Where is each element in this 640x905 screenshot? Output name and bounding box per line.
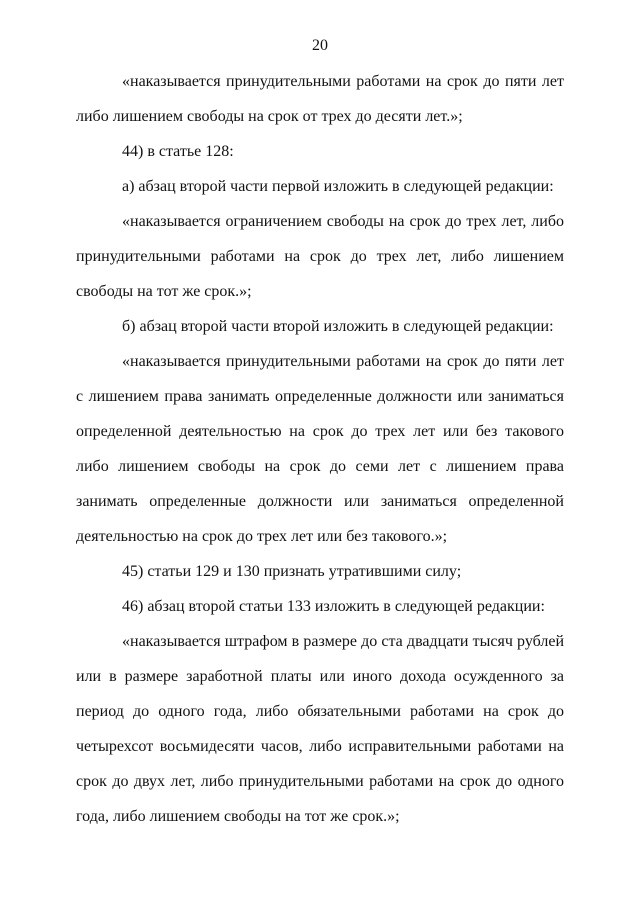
paragraph-subitem-a: а) абзац второй части первой изложить в следующей редакции:: [122, 178, 554, 195]
paragraph-article-127-sanction: «наказывается принудительными работами на срок до пяти лет либо лишением свободы на срок от трех до десяти лет.»;: [76, 73, 564, 125]
paragraph-item-45: 45) статьи 129 и 130 признать утратившими силу;: [122, 563, 462, 580]
paragraph-article-133-sanction: «наказывается штрафом в размере до ста двадцати тысяч рублей или в размере заработной платы или иного дохода осужденного за период до одного года, либо обязательными работами на срок до четырехсот восьмидесяти часов, либо исправительными работами на срок до двух лет, либо принудительными работами на срок до одного года, либо лишением свободы на тот же срок.»;: [76, 633, 564, 825]
page-number: 20: [312, 37, 328, 54]
paragraph-item-44: 44) в статье 128:: [122, 143, 234, 160]
paragraph-article-128-part-2-sanction: «наказывается принудительными работами на срок до пяти лет с лишением права занимать определенные должности или заниматься определенной деятельностью на срок до трех лет или без такового либо лишением свободы на срок до семи лет с лишением права занимать определенные должности или заниматься определенной деятельностью на срок до трех лет или без такового.»;: [76, 353, 564, 545]
paragraph-article-128-part-1-sanction: «наказывается ограничением свободы на срок до трех лет, либо принудительными работами на срок до трех лет, либо лишением свободы на тот же срок.»;: [76, 213, 564, 300]
paragraph-subitem-b: б) абзац второй части второй изложить в следующей редакции:: [122, 318, 554, 335]
paragraph-item-46: 46) абзац второй статьи 133 изложить в следующей редакции:: [122, 598, 545, 615]
document-body: [76, 64, 564, 834]
